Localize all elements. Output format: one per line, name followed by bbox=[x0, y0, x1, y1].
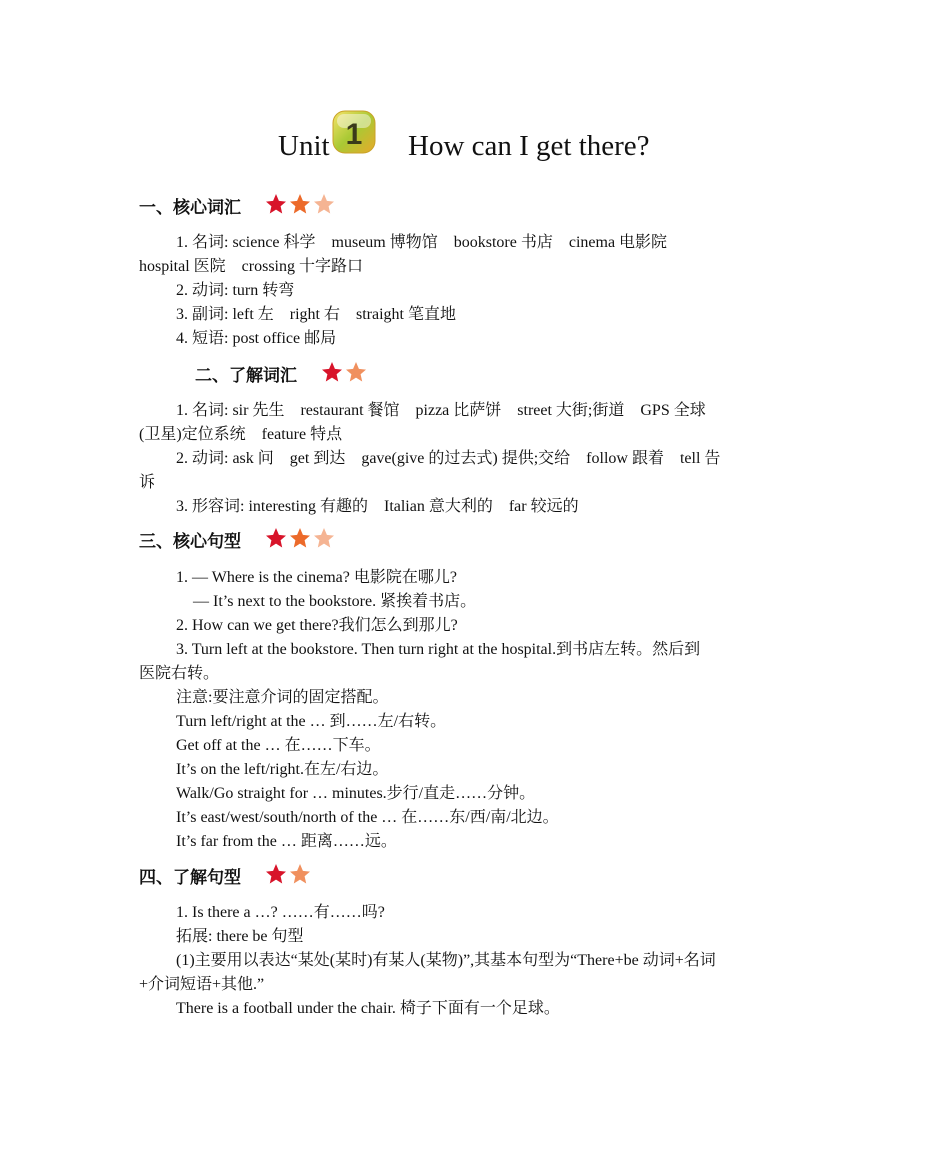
unit-label: Unit bbox=[278, 130, 330, 162]
two-star-rating-icon bbox=[266, 863, 318, 887]
text-line: Turn left/right at the … 到……左/右转。 bbox=[176, 713, 447, 730]
text-line: (1)主要用以表达“某处(某时)有某人(某物)”,其基本句型为“There+be 动词+名词 bbox=[176, 952, 716, 969]
text-line: 注意:要注意介词的固定搭配。 bbox=[176, 689, 389, 706]
text-line: — It’s next to the bookstore. 紧挨着书店。 bbox=[193, 593, 477, 610]
text-line: 拓展: there be 句型 bbox=[176, 928, 304, 945]
three-star-rating-icon bbox=[266, 193, 342, 217]
unit-number: 1 bbox=[345, 118, 363, 151]
text-line: 4. 短语: post office 邮局 bbox=[176, 330, 337, 347]
text-line: 2. 动词: turn 转弯 bbox=[176, 282, 295, 299]
text-line: Get off at the … 在……下车。 bbox=[176, 737, 381, 754]
text-line: 1. 名词: sir 先生 restaurant 餐馆 pizza 比萨饼 street 大街;街道 GPS 全球 bbox=[176, 402, 706, 419]
text-line: 3. 副词: left 左 right 右 straight 笔直地 bbox=[176, 306, 456, 323]
section-heading-core-sentences: 三、核心句型 bbox=[139, 530, 241, 554]
unit-question: How can I get there? bbox=[408, 130, 650, 162]
section-heading-extra-sentences: 四、了解句型 bbox=[139, 866, 241, 890]
text-line: 诉 bbox=[139, 474, 156, 491]
text-line: 医院右转。 bbox=[139, 665, 220, 682]
text-line: (卫星)定位系统 feature 特点 bbox=[139, 426, 343, 443]
text-line: Walk/Go straight for … minutes.步行/直走……分钟。 bbox=[176, 785, 536, 802]
text-line: It’s east/west/south/north of the … 在……东/西/南/北边。 bbox=[176, 809, 559, 826]
text-line: There is a football under the chair. 椅子下面有一个足球。 bbox=[176, 1000, 560, 1017]
text-line: 1. — Where is the cinema? 电影院在哪儿? bbox=[176, 569, 457, 586]
two-star-rating-icon bbox=[322, 361, 374, 385]
text-line: hospital 医院 crossing 十字路口 bbox=[139, 258, 363, 275]
text-line: 2. How can we get there?我们怎么到那儿? bbox=[176, 617, 458, 634]
text-line: 3. Turn left at the bookstore. Then turn right at the hospital.到书店左转。然后到 bbox=[176, 641, 701, 658]
three-star-rating-icon bbox=[266, 527, 342, 551]
unit-title bbox=[0, 108, 950, 168]
text-line: 1. Is there a …? ……有……吗? bbox=[176, 904, 385, 921]
text-line: 1. 名词: science 科学 museum 博物馆 bookstore 书店 cinema 电影院 bbox=[176, 234, 668, 251]
text-line: It’s on the left/right.在左/右边。 bbox=[176, 761, 389, 778]
text-line: It’s far from the … 距离……远。 bbox=[176, 833, 397, 850]
text-line: 2. 动词: ask 问 get 到达 gave(give 的过去式) 提供;交给 follow 跟着 tell 告 bbox=[176, 450, 721, 467]
text-line: 3. 形容词: interesting 有趣的 Italian 意大利的 far 较远的 bbox=[176, 498, 579, 515]
unit-number-badge bbox=[330, 108, 378, 156]
text-line: +介词短语+其他.” bbox=[139, 976, 265, 993]
section-heading-core-vocabulary: 一、核心词汇 bbox=[139, 196, 241, 220]
section-heading-extra-vocabulary: 二、了解词汇 bbox=[195, 364, 297, 388]
